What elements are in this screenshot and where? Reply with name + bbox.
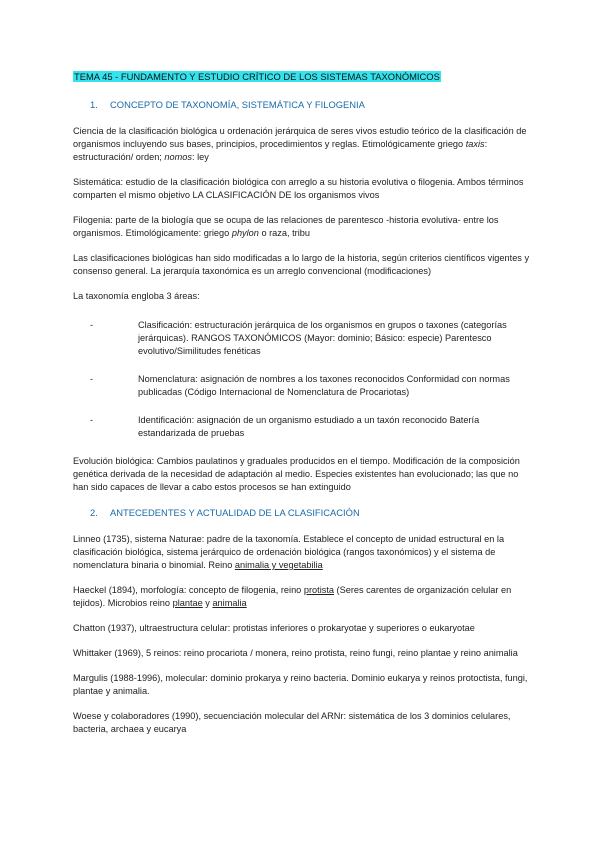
paragraph-woese: Woese y colaboradores (1990), secuenciación molecular del ARNr: sistemática de los 3 dominios celulares, bacteria, archaea y eucarya: [73, 711, 511, 734]
term-vegetabilia: vegetabilia: [278, 560, 323, 570]
section-1-title: CONCEPTO DE TAXONOMÍA, SISTEMÁTICA Y FILOGENIA: [110, 99, 365, 110]
section-1-heading: [73, 98, 533, 111]
conjunction: y: [202, 598, 213, 608]
taxonomia-text: Ciencia de la clasificación biológica u ordenación jerárquica de seres vivos estudio teórico de la clasificación de organismos incluyendo sus bases, principios, procedimientos y reglas. Etimológicamente griego: [73, 126, 527, 149]
term-phylon: phylon: [231, 228, 259, 238]
bullet-dash: -: [90, 415, 94, 425]
paragraph-whittaker: Whittaker (1969), 5 reinos: reino procariota / monera, reino protista, reino fungi, reino plantae y reino animalia: [73, 648, 518, 658]
bullet-dash: -: [90, 374, 94, 384]
paragraph-sistematica: Sistemática: estudio de la clasificación biológica con arreglo a su historia evolutiva o filogenia. Ambos términos comparten el mismo objetivo LA CLASIFICACIÓN DE los organismos vivos: [73, 177, 524, 200]
paragraph-filogenia: [73, 214, 533, 240]
haeckel-text-2: (Seres carentes de organización celular en tejidos). Microbios reino: [73, 585, 512, 608]
document-page: [73, 70, 533, 748]
areas-list: [73, 319, 533, 440]
filogenia-text: Filogenia: parte de la biología que se ocupa de las relaciones de parentesco -historia evolutiva- entre los organismos. Etimológicamente: griego: [73, 215, 499, 238]
paragraph-haeckel: [73, 584, 533, 610]
term-nomos: nomos: [164, 152, 192, 162]
term-protista: protista: [303, 585, 334, 595]
list-item-clasificacion: [73, 319, 533, 358]
term-plantae: plantae: [172, 598, 203, 608]
paragraph-linneo: [73, 533, 533, 572]
conjunction: y: [269, 560, 279, 570]
section-2-title: ANTECEDENTES Y ACTUALIDAD DE LA CLASIFICACIÓN: [110, 507, 360, 518]
taxonomia-text-3: : ley: [192, 152, 209, 162]
list-item-text: Identificación: asignación de un organismo estudiado a un taxón reconocido Batería estandarizada de pruebas: [138, 415, 480, 438]
linneo-text: Linneo (1735), sistema Naturae: padre de la taxonomía. Establece el concepto de unidad estructural en la clasificación biológica, sistema jerárquico de ordenación biológica (rangos taxonómicos) y el sistema de nomenclatura binaria o binomial. Reino: [73, 534, 505, 570]
filogenia-text-2: o raza, tribu: [258, 228, 310, 238]
list-item-nomenclatura: [73, 373, 533, 399]
list-item-text: Clasificación: estructuración jerárquica de los organismos en grupos o taxones (categorías jerárquicas). RANGOS TAXONÓMICOS (Mayor: dominio; Básico: especie) Parentesco evolutivo/Similitudes fenéticas: [138, 320, 507, 356]
section-2-number: 2.: [90, 507, 98, 518]
list-item-identificacion: [73, 414, 533, 440]
title-block: [73, 70, 533, 84]
term-taxis: taxis: [465, 139, 485, 149]
term-animalia: animalia: [234, 560, 270, 570]
section-2-heading: [73, 506, 533, 519]
paragraph-areas-intro: La taxonomía engloba 3 áreas:: [73, 291, 200, 301]
paragraph-margulis: Margulis (1988-1996), molecular: dominio prokarya y reino bacteria. Dominio eukarya y reinos protoctista, fungi, plantae y animalia.: [73, 673, 528, 696]
taxonomia-text-2: : estructuración/ orden;: [73, 139, 488, 162]
section-1-number: 1.: [90, 99, 98, 110]
paragraph-chatton: Chatton (1937), ultraestructura celular: protistas inferiores o prokaryotae y superiores o eukaryotae: [73, 623, 475, 633]
list-item-text: Nomenclatura: asignación de nombres a los taxones reconocidos Conformidad con normas publicadas (Código Internacional de Nomenclatura de Procariotas): [138, 374, 510, 397]
paragraph-taxonomia: [73, 125, 533, 164]
paragraph-evolucion: Evolución biológica: Cambios paulatinos y graduales producidos en el tiempo. Modificación de la composición genética derivada de la necesidad de adaptación al medio. Especies existentes han evolucionado; las que no han sido capaces de llevar a cabo estos procesos se han extinguido: [73, 456, 520, 492]
paragraph-clasificaciones: Las clasificaciones biológicas han sido modificadas a lo largo de la historia, según criterios científicos vigentes y consenso general. La jerarquía taxonómica es un arreglo convencional (modificaciones): [73, 253, 530, 276]
term-animalia: animalia: [212, 598, 247, 608]
bullet-dash: -: [90, 320, 94, 330]
document-title: TEMA 45 - FUNDAMENTO Y ESTUDIO CRÍTICO DE LOS SISTEMAS TAXONÓMICOS: [74, 71, 440, 82]
haeckel-text: Haeckel (1894), morfología: concepto de filogenia, reino: [73, 585, 304, 595]
